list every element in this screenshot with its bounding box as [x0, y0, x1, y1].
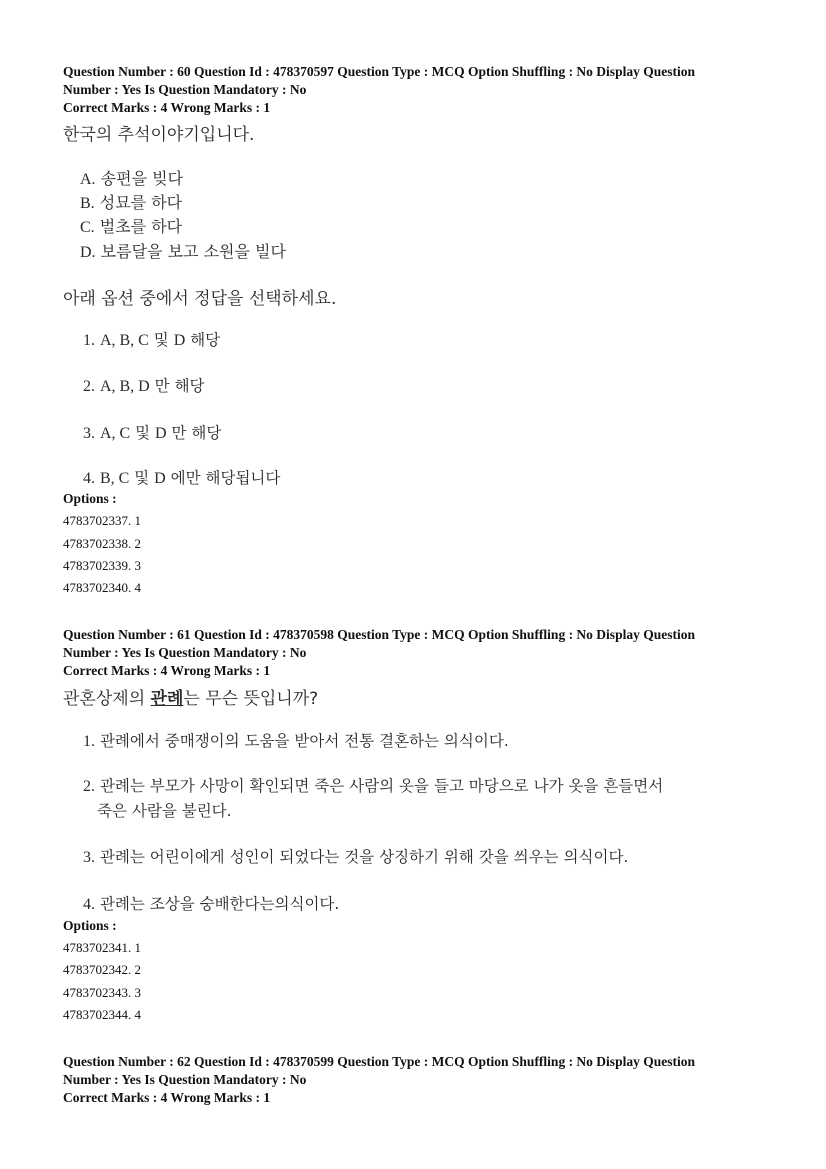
- stem-text: 관혼상제의: [63, 689, 151, 709]
- choice-letters: A, B, C: [99, 332, 149, 349]
- statement-a: [80, 166, 183, 189]
- choice-text: 관례는 어린이에게 성인이 되었다는 것을 상징하기 위해 갓을 씌우는 의식이다.: [99, 848, 629, 866]
- choice-text: 관례에서 중매쟁이의 도움을 받아서 전통 결혼하는 의식이다.: [99, 732, 509, 750]
- option-item: 4783702343. 3: [63, 985, 141, 1000]
- statement-d: [80, 239, 286, 262]
- choice-word: 만: [154, 377, 170, 395]
- choice-letters: D: [155, 425, 167, 442]
- option-item: 4783702338. 2: [63, 536, 141, 551]
- question-stem: 한국의 추석이야기입니다.: [63, 125, 255, 145]
- meta-line: Question Number : 61 Question Id : 478370598 Question Type : MCQ Option Shuffling : No Display Question: [63, 627, 695, 642]
- meta-line: Number : Yes Is Question Mandatory : No: [63, 1072, 307, 1087]
- statement-text: 보름달을 보고 소원을 빌다: [100, 242, 286, 261]
- choice-1: [83, 729, 509, 751]
- question-60-meta: [63, 63, 783, 117]
- question-62-meta: [63, 1053, 783, 1107]
- choice-number: 4.: [83, 896, 95, 913]
- meta-line: Correct Marks : 4 Wrong Marks : 1: [63, 663, 271, 678]
- option-item: 4783702339. 3: [63, 558, 141, 573]
- option-item: 4783702337. 1: [63, 513, 141, 528]
- choice-letters: A, C: [99, 425, 131, 442]
- option-item: 4783702342. 2: [63, 962, 141, 977]
- meta-line: Number : Yes Is Question Mandatory : No: [63, 82, 307, 97]
- statement-label: B.: [80, 195, 95, 212]
- meta-line: Correct Marks : 4 Wrong Marks : 1: [63, 100, 271, 115]
- choice-letters: A, B, D: [99, 378, 150, 395]
- statement-label: D.: [80, 244, 96, 261]
- choice-number: 4.: [83, 470, 95, 487]
- choice-number: 2.: [83, 378, 95, 395]
- choice-number: 3.: [83, 425, 95, 442]
- choice-letters: D: [154, 470, 166, 487]
- choice-2-continuation: 죽은 사람을 불린다.: [97, 802, 232, 820]
- choice-2: [83, 774, 663, 796]
- options-heading: Options :: [63, 918, 117, 933]
- underlined-term: 관례: [150, 689, 184, 709]
- choice-number: 2.: [83, 778, 95, 795]
- choice-3: [83, 421, 221, 443]
- choice-1: [83, 328, 220, 350]
- meta-line: Number : Yes Is Question Mandatory : No: [63, 645, 307, 660]
- option-item: 4783702341. 1: [63, 940, 141, 955]
- instruction-text: 아래 옵션 중에서 정답을 선택하세요.: [63, 289, 337, 309]
- meta-line: Question Number : 62 Question Id : 478370599 Question Type : MCQ Option Shuffling : No Display Question: [63, 1054, 695, 1069]
- statement-label: C.: [80, 219, 95, 236]
- choice-4: [83, 466, 280, 488]
- choice-2: [83, 374, 205, 396]
- statement-b: [80, 190, 182, 213]
- choice-3: [83, 845, 628, 867]
- choice-number: 1.: [83, 733, 95, 750]
- stem-text: 는 무슨 뜻입니까?: [183, 689, 319, 709]
- choice-word: 및: [135, 424, 151, 442]
- choice-letters: B, C: [99, 470, 130, 487]
- statement-text: 성묘를 하다: [99, 193, 183, 212]
- choice-number: 1.: [83, 332, 95, 349]
- statement-c: [80, 214, 182, 237]
- choice-word: 해당: [190, 331, 221, 349]
- choice-4: [83, 892, 339, 914]
- choice-number: 3.: [83, 849, 95, 866]
- choice-word: 만 해당: [171, 424, 222, 442]
- choice-word: 및: [134, 469, 150, 487]
- statement-label: A.: [80, 171, 96, 188]
- choice-word: 에만 해당됩니다: [170, 469, 281, 487]
- choice-text: 관례는 조상을 숭배한다는의식이다.: [99, 895, 340, 913]
- question-61-meta: [63, 626, 783, 680]
- option-item: 4783702344. 4: [63, 1007, 141, 1022]
- options-heading: Options :: [63, 491, 117, 506]
- choice-letters: D: [173, 332, 186, 349]
- choice-word: 및: [153, 331, 169, 349]
- choice-text: 관례는 부모가 사망이 확인되면 죽은 사람의 옷을 들고 마당으로 나가 옷을 흔들면서: [99, 777, 664, 795]
- statement-text: 송편을 빚다: [100, 169, 184, 188]
- question-stem: [63, 684, 318, 709]
- option-item: 4783702340. 4: [63, 580, 141, 595]
- statement-text: 벌초를 하다: [99, 217, 183, 236]
- choice-word: 해당: [174, 377, 205, 395]
- meta-line: Correct Marks : 4 Wrong Marks : 1: [63, 1090, 271, 1105]
- meta-line: Question Number : 60 Question Id : 478370597 Question Type : MCQ Option Shuffling : No Display Question: [63, 64, 695, 79]
